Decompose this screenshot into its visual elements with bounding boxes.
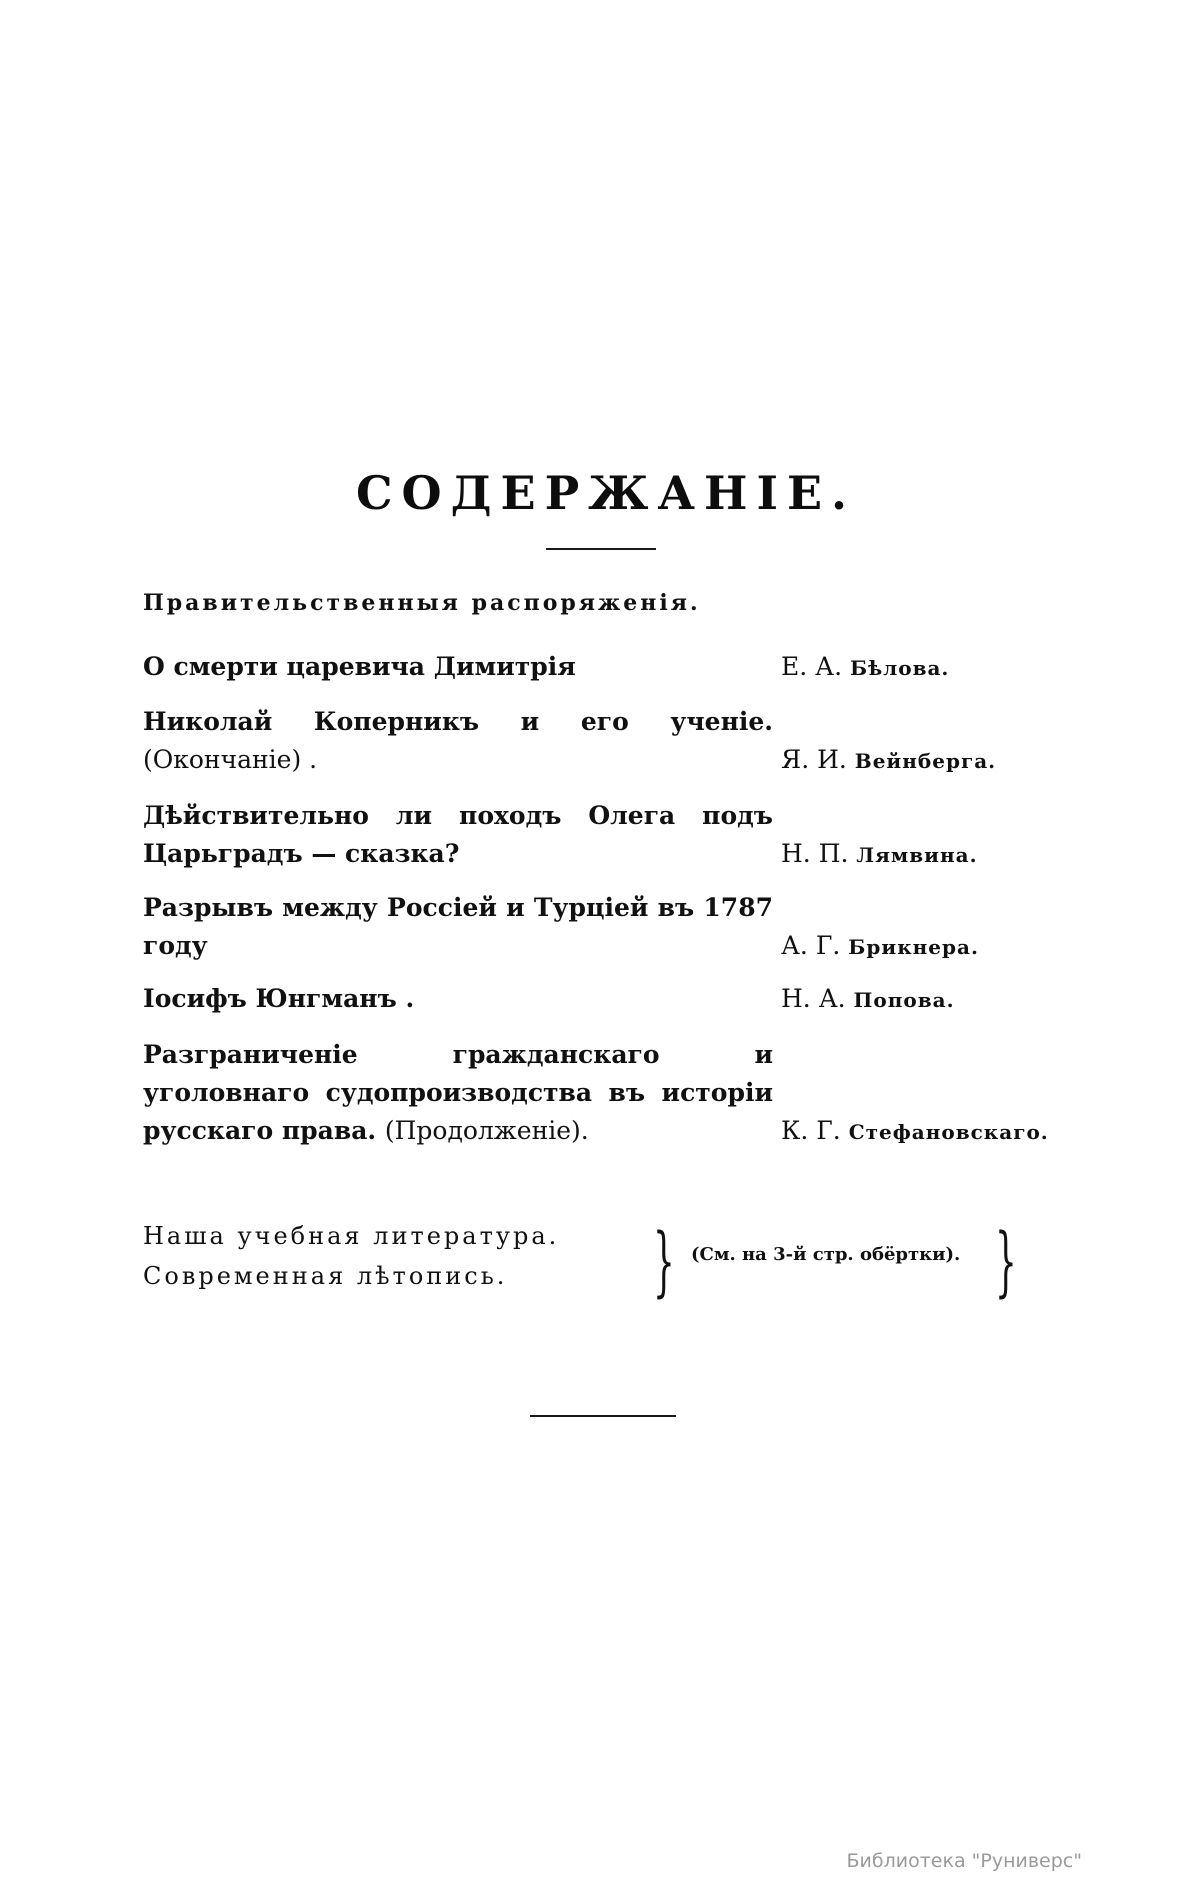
entry-author: К. Г. Стефановскаго. xyxy=(781,1116,1049,1145)
entry-author: Я. И. Вейнберга. xyxy=(781,745,997,774)
entry-title: Разграниченіе гражданскаго и уголовнаго судопроизводства въ исторіи русскаго права. (Продолженіе). xyxy=(143,1040,773,1145)
entry-title: Разрывъ между Россіей и Турціей въ 1787 году xyxy=(143,893,773,960)
bottom-divider xyxy=(530,1415,676,1417)
entry-author: Н. П. Лямвина. xyxy=(781,839,978,868)
see-cover-note: (См. на 3-й стр. обёртки). xyxy=(691,1244,961,1265)
supplement-item: Наша учебная литература. xyxy=(143,1222,560,1250)
supplement-list xyxy=(143,1216,1043,1312)
entry-title: О смерти царевича Димитрія xyxy=(143,652,576,681)
section-heading: Правительственныя распоряженія. xyxy=(143,590,701,616)
entry-author: Н. А. Попова. xyxy=(781,984,955,1013)
entry-author: А. Г. Брикнера. xyxy=(781,931,979,960)
supplement-item: Современная лѣтопись. xyxy=(143,1262,508,1290)
entry-title: Дѣйствительно ли походъ Олега подъ Царьградъ — сказка? xyxy=(143,801,773,868)
entry-title: Николай Коперникъ и его ученіе. (Окончаніе) . xyxy=(143,707,773,774)
library-watermark: Библиотека "Руниверс" xyxy=(846,1850,1082,1872)
entry-author: Е. А. Бѣлова. xyxy=(781,652,950,681)
right-brace-icon: } xyxy=(995,1216,1017,1305)
page-title: СОДЕРЖАНІЕ. xyxy=(355,466,857,520)
left-brace-icon: } xyxy=(653,1216,675,1305)
title-divider xyxy=(546,548,656,550)
entry-title: Іосифъ Юнгманъ . xyxy=(143,984,415,1013)
